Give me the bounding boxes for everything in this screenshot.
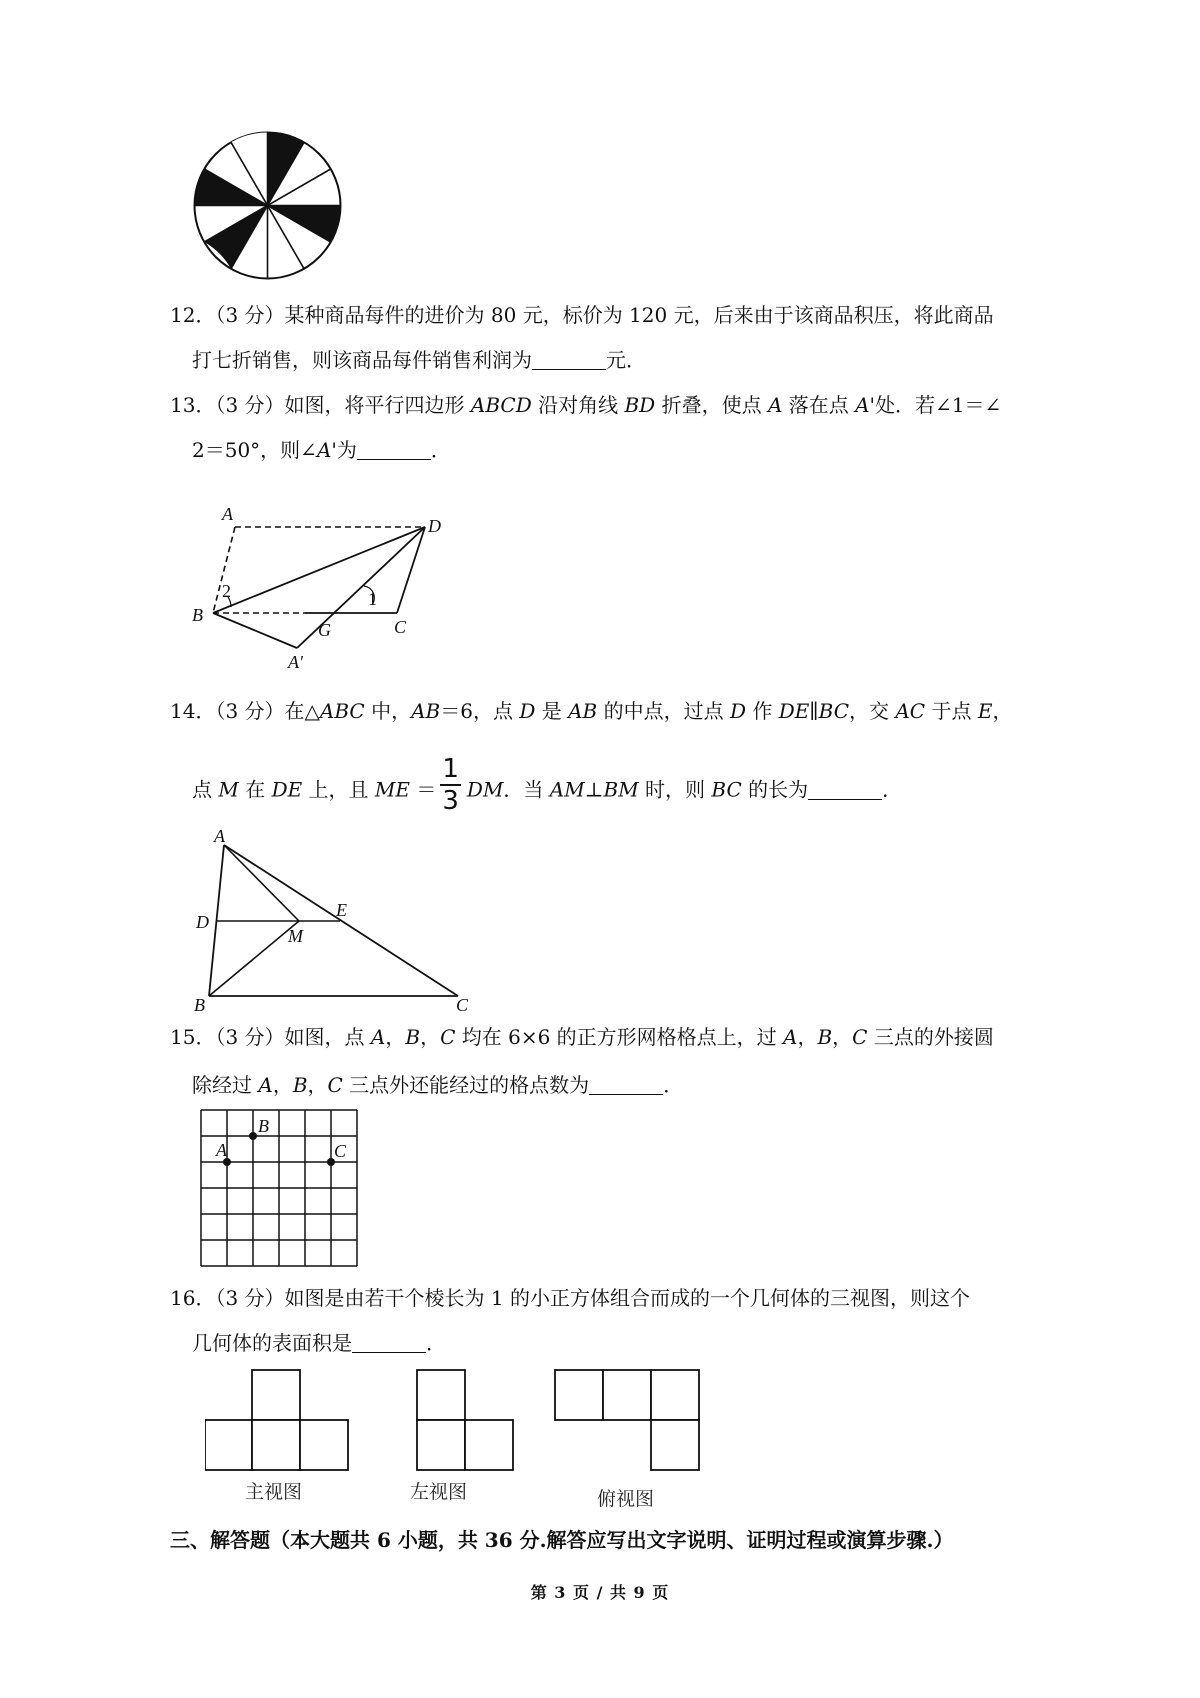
- math-var: E: [977, 699, 993, 723]
- math-var: A: [767, 393, 783, 417]
- parallelogram-fold-figure: [190, 500, 460, 670]
- label-D: D: [196, 912, 209, 932]
- question-number: 13．: [170, 393, 216, 417]
- math-var: A: [258, 1073, 273, 1097]
- grid-6x6-figure: [200, 1108, 370, 1270]
- math-var: C: [852, 1025, 868, 1049]
- math-var: AM: [549, 777, 585, 802]
- angle-label-1: 1: [368, 589, 377, 609]
- label-A: A: [222, 504, 233, 524]
- caption-top-view: 俯视图: [597, 1488, 655, 1510]
- question-text: 的长为: [741, 777, 809, 802]
- math-var: D: [519, 699, 536, 723]
- question-number: 12．: [170, 303, 216, 327]
- page-footer: 第 3 页 / 共 9 页: [530, 1583, 670, 1602]
- math-var: ABCD: [470, 393, 532, 417]
- label-C: C: [334, 1141, 347, 1161]
- question-text: （3 分）某种商品每件的进价为 80 元，标价为 120 元，后来由于该商品积压，将此商品: [215, 303, 994, 327]
- question-text: 作: [746, 699, 779, 723]
- math-var: M: [218, 777, 239, 802]
- question-text: ，: [832, 1025, 853, 1049]
- section-heading: 三、解答题（本大题共 6 小题，共 36 分.解答应写出文字说明、证明过程或演算步骤.）: [170, 1528, 954, 1552]
- fraction-numerator: 1: [442, 754, 459, 784]
- answer-blank[interactable]: [532, 349, 606, 370]
- fraction-denominator: 3: [442, 786, 459, 816]
- question-text: 打七折销售，则该商品每件销售利润为: [192, 348, 532, 372]
- question-text: （3 分）如图，将平行四边形: [215, 393, 471, 417]
- answer-blank[interactable]: [589, 1074, 663, 1095]
- question-text: 是: [535, 699, 569, 723]
- question-text: ，: [992, 699, 1013, 723]
- question-text: 于点: [925, 699, 978, 723]
- question-text: 沿对角线: [531, 393, 625, 417]
- label-D: D: [428, 516, 441, 536]
- question-text: （3 分）在△: [215, 699, 320, 723]
- question-text: 时，则: [638, 777, 712, 802]
- math-var: ABC: [319, 699, 365, 723]
- answer-blank[interactable]: [808, 779, 882, 800]
- question-text: 处．若∠1＝∠: [875, 393, 1002, 417]
- label-M: M: [288, 926, 303, 946]
- question-text: ，: [307, 1073, 328, 1097]
- label-A: A: [216, 1140, 227, 1160]
- question-text: ．: [882, 777, 903, 802]
- math-var: AB: [411, 699, 441, 723]
- question-text: 上，且: [302, 777, 375, 802]
- question-number: 16．: [170, 1286, 216, 1310]
- math-symbol: ∥: [809, 699, 819, 723]
- question-text: 落在点: [782, 393, 856, 417]
- question-text: ．: [426, 1331, 446, 1355]
- math-var: BC: [711, 777, 742, 802]
- math-var: BM: [603, 777, 639, 802]
- answer-blank[interactable]: [352, 1332, 426, 1353]
- label-A: A: [214, 828, 225, 846]
- question-text: 的中点，过点: [597, 699, 730, 723]
- question-text: ．当: [503, 777, 550, 802]
- label-B: B: [192, 605, 203, 625]
- math-var: A': [316, 438, 337, 462]
- answer-blank[interactable]: [357, 439, 431, 460]
- question-text: 2＝50°，则∠: [192, 438, 317, 462]
- math-var: BC: [818, 699, 849, 723]
- label-C: C: [456, 995, 469, 1013]
- math-var: AB: [568, 699, 598, 723]
- math-var: DE: [778, 699, 810, 723]
- label-A-prime: A': [288, 652, 303, 670]
- question-text: （3 分）如图，点: [215, 1025, 371, 1049]
- question-text: 元．: [606, 348, 646, 372]
- math-var: ME: [374, 777, 410, 802]
- math-var: D: [729, 699, 747, 723]
- question-text: 三点的外接圆: [867, 1025, 994, 1049]
- math-var: BD: [624, 393, 656, 417]
- math-var: A: [783, 1025, 798, 1049]
- question-text: 为: [336, 438, 357, 462]
- math-var: AC: [895, 699, 926, 723]
- point-B: [249, 1132, 257, 1140]
- question-text: ．: [663, 1073, 684, 1097]
- question-text: 除经过: [192, 1073, 259, 1097]
- question-text: 中，: [364, 699, 412, 723]
- triangle-abc-figure: [190, 828, 490, 1013]
- math-var: C: [440, 1025, 456, 1049]
- angle-label-2: 2: [222, 581, 231, 601]
- caption-left-view: 左视图: [410, 1481, 468, 1503]
- question-text: 在: [238, 777, 272, 802]
- question-text: ，: [272, 1073, 293, 1097]
- sector-circle-figure: [190, 128, 345, 283]
- question-text: ＝: [410, 777, 437, 802]
- question-number: 14．: [170, 699, 216, 723]
- label-B: B: [194, 995, 205, 1013]
- label-E: E: [336, 900, 347, 920]
- label-C: C: [394, 617, 407, 637]
- math-var: DM: [466, 777, 504, 802]
- question-text: ＝6，点: [440, 699, 520, 723]
- question-text: ，: [385, 1025, 406, 1049]
- question-text: 折叠，使点: [655, 393, 768, 417]
- question-text: （3 分）如图是由若干个棱长为 1 的小正方体组合而成的一个几何体的三视图，则这个: [215, 1286, 970, 1310]
- fraction-one-third: [440, 754, 461, 816]
- math-var: DE: [271, 777, 303, 802]
- three-views-figure: [205, 1368, 725, 1513]
- question-text: 几何体的表面积是: [192, 1331, 352, 1355]
- math-var: C: [327, 1073, 343, 1097]
- question-text: ，: [420, 1025, 441, 1049]
- label-B: B: [258, 1116, 269, 1136]
- question-number: 15．: [170, 1025, 216, 1049]
- math-var: B: [292, 1073, 308, 1097]
- math-symbol: ⊥: [584, 777, 604, 802]
- question-text: ．: [430, 438, 451, 462]
- question-text: 三点外还能经过的格点数为: [342, 1073, 590, 1097]
- label-G: G: [318, 620, 331, 640]
- caption-front-view: 主视图: [245, 1481, 303, 1503]
- math-var: B: [405, 1025, 421, 1049]
- math-var: B: [817, 1025, 833, 1049]
- math-var: A: [370, 1025, 386, 1049]
- question-text: ，: [797, 1025, 818, 1049]
- question-text: ，交: [849, 699, 896, 723]
- question-text: 点: [192, 777, 219, 802]
- question-text: 均在 6×6 的正方形网格格点上，过: [455, 1025, 784, 1049]
- math-var: A': [855, 393, 876, 417]
